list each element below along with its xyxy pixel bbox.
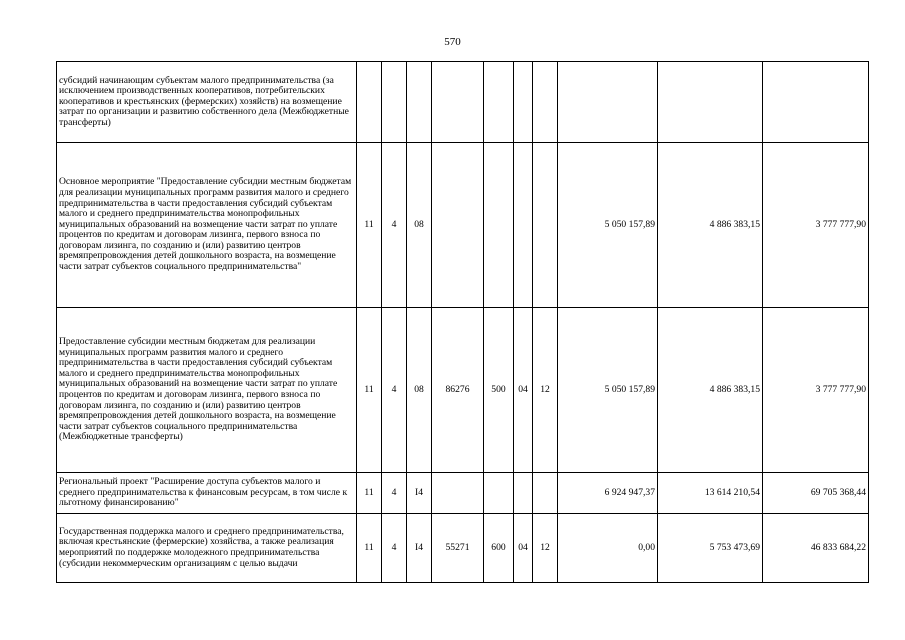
row-description: Государственная поддержка малого и среднего предпринимательства, включая крестьянские (фермерские) хозяйства, а также реализация мероприятий по поддержке молодежного предпринимательства (субсидии некоммерческим организациям с целью выдачи (57, 514, 357, 583)
row-description: Основное мероприятие "Предоставление субсидии местным бюджетам для реализации муниципальных программ развития малого и среднего предпринимательства в части предоставления субсидий субъектам малого и среднего предпринимательства монопрофильных муниципальных образований на возмещение части затрат по уплате процентов по кредитам и договорам лизинга, первого взноса по договорам лизинга, по созданию и (или) развитию центров времяпрепровождения детей дошкольного возраста, на возмещение части затрат субъектов социального предпринимательства" (57, 143, 357, 308)
code-subprogram: 4 (382, 308, 407, 473)
code-direction: 86276 (432, 308, 484, 473)
row-description: Региональный проект "Расширение доступа субъектов малого и среднего предпринимательства к финансовым ресурсам, в том числе к льготному финансированию" (57, 473, 357, 514)
code-program: 11 (357, 143, 382, 308)
code-direction (432, 62, 484, 143)
code-program: 11 (357, 308, 382, 473)
amount-year-3: 3 777 777,90 (763, 308, 869, 473)
code-direction (432, 143, 484, 308)
code-direction: 55271 (432, 514, 484, 583)
code-event: I4 (407, 514, 432, 583)
amount-year-2: 4 886 383,15 (658, 143, 763, 308)
code-subsection (533, 143, 558, 308)
code-section (514, 473, 533, 514)
amount-year-1: 5 050 157,89 (558, 308, 658, 473)
amount-year-3: 46 833 684,22 (763, 514, 869, 583)
amount-year-2: 13 614 210,54 (658, 473, 763, 514)
amount-year-1: 6 924 947,37 (558, 473, 658, 514)
amount-year-2 (658, 62, 763, 143)
code-event: I4 (407, 473, 432, 514)
code-event: 08 (407, 308, 432, 473)
budget-table (56, 61, 869, 583)
amount-year-3: 3 777 777,90 (763, 143, 869, 308)
code-subsection (533, 62, 558, 143)
code-expense-type (484, 62, 514, 143)
amount-year-1: 0,00 (558, 514, 658, 583)
code-section: 04 (514, 514, 533, 583)
code-section (514, 62, 533, 143)
code-program (357, 62, 382, 143)
row-description: субсидий начинающим субъектам малого предпринимательства (за исключением производственных кооперативов, потребительских кооперативов и крестьянских (фермерских) хозяйств) на возмещение затрат по организации и развитию собственного дела (Межбюджетные трансферты) (57, 62, 357, 143)
code-section: 04 (514, 308, 533, 473)
page-number: 570 (444, 36, 461, 48)
code-expense-type: 600 (484, 514, 514, 583)
code-event: 08 (407, 143, 432, 308)
amount-year-2: 4 886 383,15 (658, 308, 763, 473)
table-row (57, 62, 869, 143)
code-event (407, 62, 432, 143)
code-subsection: 12 (533, 514, 558, 583)
code-subprogram: 4 (382, 514, 407, 583)
amount-year-2: 5 753 473,69 (658, 514, 763, 583)
code-expense-type: 500 (484, 308, 514, 473)
code-subprogram (382, 62, 407, 143)
code-subsection: 12 (533, 308, 558, 473)
table-row (57, 143, 869, 308)
row-description: Предоставление субсидии местным бюджетам для реализации муниципальных программ развития малого и среднего предпринимательства в части предоставления субсидий субъектам малого и среднего предпринимательства монопрофильных муниципальных образований на возмещение части затрат по уплате процентов по кредитам и договорам лизинга, первого взноса по договорам лизинга, по созданию и (или) развитию центров времяпрепровождения детей дошкольного возраста, на возмещение части затрат субъектов социального предпринимательства (Межбюджетные трансферты) (57, 308, 357, 473)
code-direction (432, 473, 484, 514)
code-subprogram: 4 (382, 143, 407, 308)
code-expense-type (484, 143, 514, 308)
amount-year-1: 5 050 157,89 (558, 143, 658, 308)
code-program: 11 (357, 514, 382, 583)
table-row (57, 473, 869, 514)
table-row (57, 514, 869, 583)
code-subsection (533, 473, 558, 514)
amount-year-3 (763, 62, 869, 143)
code-program: 11 (357, 473, 382, 514)
table-row (57, 308, 869, 473)
code-subprogram: 4 (382, 473, 407, 514)
code-expense-type (484, 473, 514, 514)
amount-year-3: 69 705 368,44 (763, 473, 869, 514)
amount-year-1 (558, 62, 658, 143)
code-section (514, 143, 533, 308)
